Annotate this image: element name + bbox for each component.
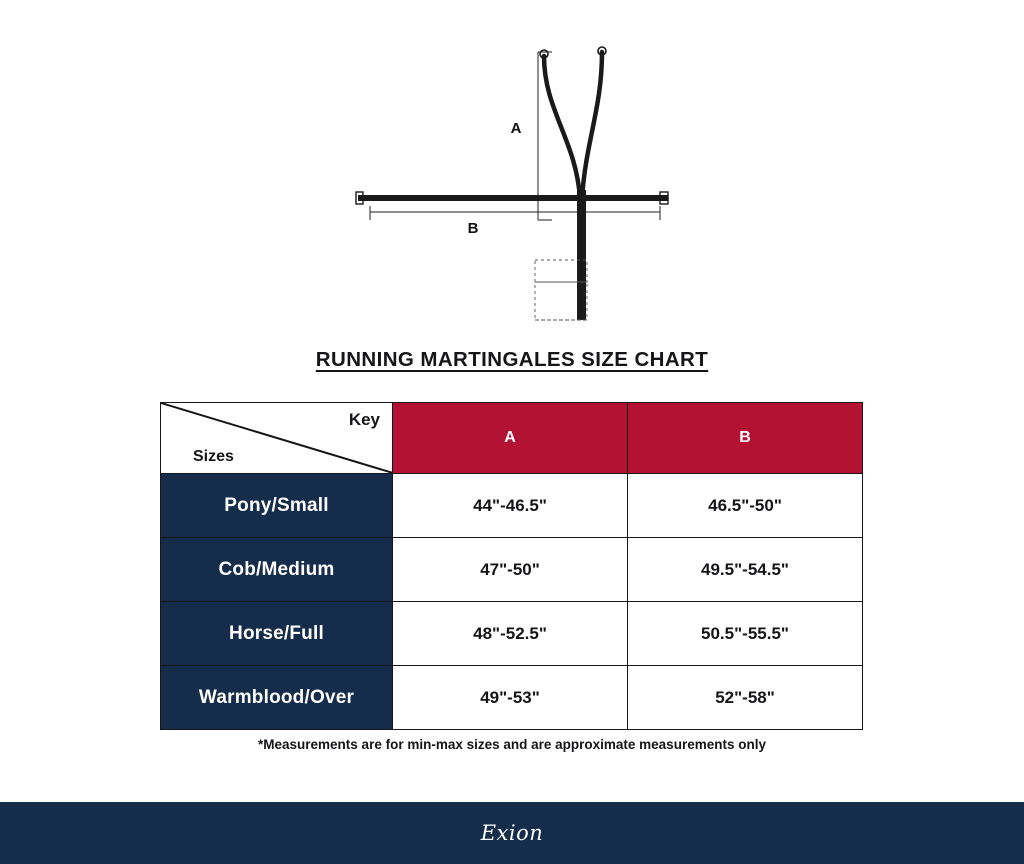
table-row: [161, 538, 863, 602]
row-label-pony-small: Pony/Small: [161, 474, 393, 538]
cell-cob-medium-a: 47"-50": [393, 538, 628, 602]
chart-title: RUNNING MARTINGALES SIZE CHART: [315, 348, 709, 371]
row-label-horse-full: Horse/Full: [161, 602, 393, 666]
footer-bar: [0, 802, 1024, 864]
brand-logo: Exion: [480, 821, 544, 845]
column-header-a: A: [393, 403, 628, 474]
table-row: [161, 602, 863, 666]
size-chart-table-wrap: [160, 402, 862, 730]
cell-pony-small-b: 46.5"-50": [628, 474, 863, 538]
table-header-row: [161, 403, 863, 474]
key-sizes-corner-cell: [161, 403, 393, 474]
diagram-label-a: A: [510, 120, 522, 137]
row-label-warmblood-over: Warmblood/Over: [161, 666, 393, 730]
product-diagram: [330, 30, 700, 330]
key-label: Key: [348, 410, 380, 429]
diagram-label-b: B: [467, 220, 479, 237]
sizes-label: Sizes: [193, 448, 234, 465]
table-row: [161, 474, 863, 538]
measurement-footnote: *Measurements are for min-max sizes and are approximate measurements only: [258, 737, 766, 752]
martingale-schematic: [330, 30, 700, 330]
cell-warmblood-over-b: 52"-58": [628, 666, 863, 730]
cell-warmblood-over-a: 49"-53": [393, 666, 628, 730]
cell-horse-full-a: 48"-52.5": [393, 602, 628, 666]
table-row: [161, 666, 863, 730]
cell-horse-full-b: 50.5"-55.5": [628, 602, 863, 666]
size-chart-table: [160, 402, 863, 730]
cell-cob-medium-b: 49.5"-54.5": [628, 538, 863, 602]
row-label-cob-medium: Cob/Medium: [161, 538, 393, 602]
cell-pony-small-a: 44"-46.5": [393, 474, 628, 538]
column-header-b: B: [628, 403, 863, 474]
